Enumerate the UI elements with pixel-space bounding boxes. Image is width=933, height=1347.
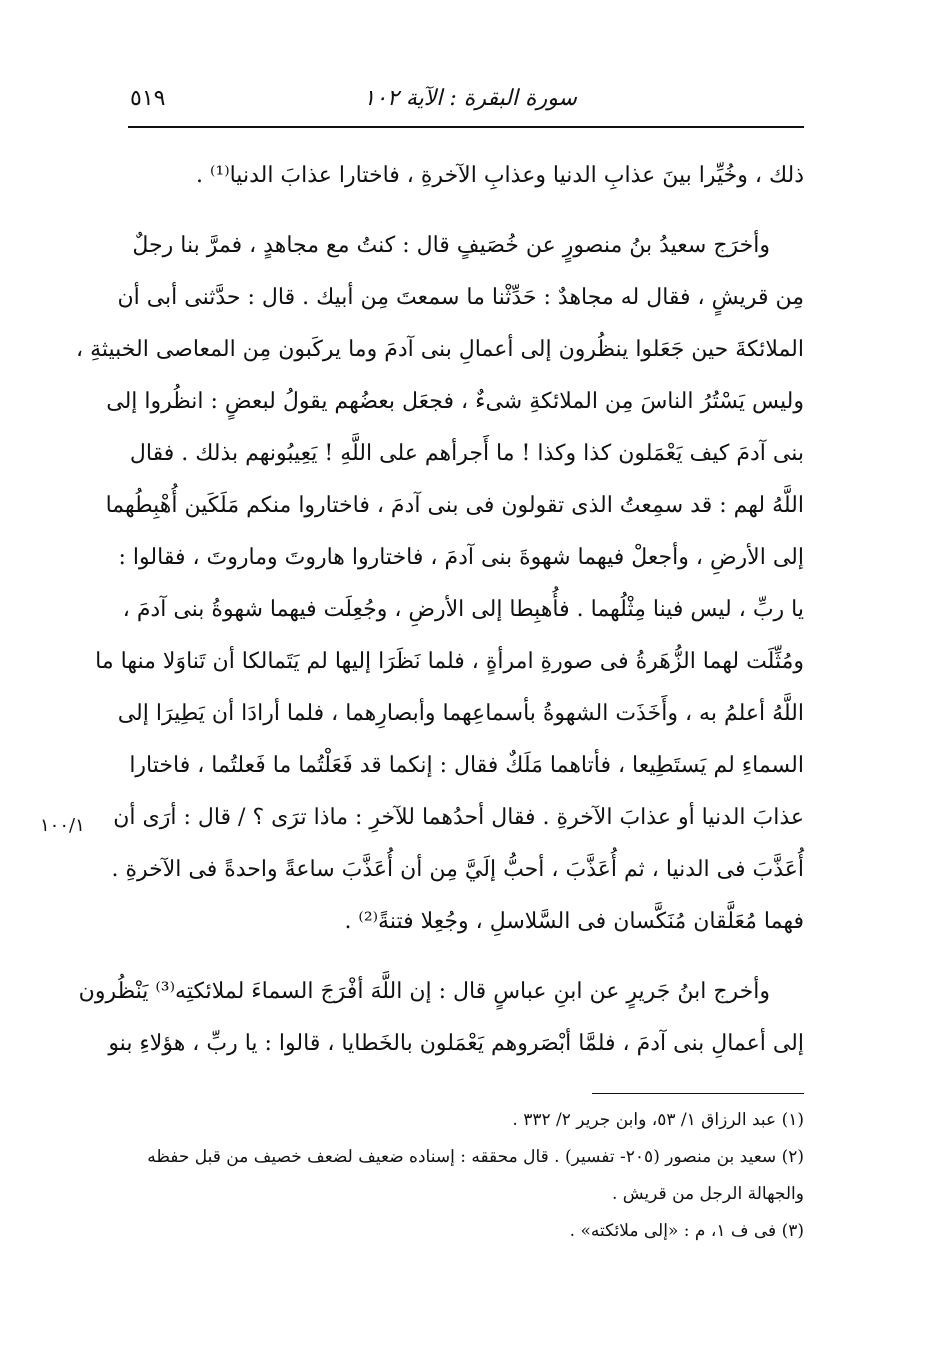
main-text bbox=[76, 150, 804, 1070]
text-line: إلى الأرضِ ، وأجعلْ فيهما شهوةَ بنى آدمَ ، فاختاروا هاروتَ وماروتَ ، فقالوا : bbox=[118, 545, 804, 570]
text-line: وأخرَج سعيدُ بنُ منصورٍ عن خُصَيفٍ قال : كنتُ مع مجاهدٍ ، فمرَّ بنا رجلٌ bbox=[132, 233, 770, 258]
paragraph-gap bbox=[126, 202, 804, 220]
margin-reference: ١٠٠/١ bbox=[40, 815, 85, 836]
footnote-continuation: والجهالة الرجل من قريش . bbox=[611, 1184, 804, 1204]
text-line: اللَّهُ لهم : قد سمِعتُ الذى تقولون فى بنى آدمَ ، فاختاروا منكم مَلَكَين أُهْبِطُهما bbox=[105, 493, 804, 518]
text-line: وليس يَسْتُرُ الناسَ مِن الملائكةِ شىءٌ ، فجعَل بعضُهم يقولُ لبعضٍ : انظُروا إلى bbox=[106, 389, 804, 414]
text-line: مِن قريشٍ ، فقال له مجاهدٌ : حَدِّثْنا ما سمعتَ مِن أبيك . قال : حدَّثنى أبى أن bbox=[117, 285, 804, 310]
text-line: إلى أعمالِ بنى آدمَ ، فلمَّا أبْصَروهم يَعْمَلون بالخَطايا ، قالوا : يا ربِّ ، هؤلاءِ بنو bbox=[108, 1031, 804, 1056]
text-line: اللَّهُ أعلمُ به ، وأَخَذَت الشهوةُ بأسماعِهما وأبصارِهما ، فلما أرادَا أن يَطِيرَا إلى bbox=[117, 701, 804, 726]
paragraph-gap bbox=[126, 948, 804, 966]
page-header bbox=[130, 80, 802, 122]
text-line: وأخرج ابنُ جَريرٍ عن ابنِ عباسٍ قال : إن اللَّهَ أفْرَجَ السماءَ لملائكتِه⁽³⁾ يَنْظُرون bbox=[78, 979, 770, 1004]
text-line: السماءِ لم يَستَطِيعا ، فأتاهما مَلَكٌ فقال : إنكما قد فَعَلْتُما ما فَعلتُما ، فاختارا bbox=[129, 753, 804, 778]
text-line: بنى آدمَ كيف يَعْمَلون كذا وكذا ! ما أَجرأهم على اللَّهِ ! يَعِيبُونهم بذلك . فقال bbox=[129, 441, 804, 466]
footnotes bbox=[126, 1102, 804, 1250]
text-line: عذابَ الدنيا أو عذابَ الآخرةِ . فقال أحدُهما للآخرِ : ماذا ترَى ؟ / قال : أرَى أن bbox=[113, 805, 804, 830]
text-line: الملائكةَ حين جَعَلوا ينظُرون إلى أعمالِ بنى آدمَ وما يركَبون مِن المعاصى الخبيثةِ ، bbox=[76, 337, 804, 362]
page-number: ٥١٩ bbox=[130, 86, 166, 111]
footnote: (٣) فى ف ١، م : «إلى ملائكته» . bbox=[569, 1221, 804, 1241]
footnote-rule bbox=[592, 1093, 804, 1094]
text-line: ومُثِّلَت لهما الزُّهَرةُ فى صورةِ امرأةٍ ، فلما نَظَرَا إليها لم يَتَمالكا أن تَناوَلا منها ما bbox=[95, 649, 804, 674]
text-line: فهما مُعَلَّقان مُنَكَّسان فى السَّلاسلِ ، وجُعِلا فتنةً⁽²⁾ . bbox=[344, 909, 804, 934]
running-title: سورة البقرة : الآية ١٠٢ bbox=[363, 86, 577, 111]
text-line: يا ربِّ ، ليس فينا مِثْلُهما . فأُهبِطا إلى الأرضِ ، وجُعِلَت فيهما شهوةُ بنى آدمَ ، bbox=[122, 597, 804, 622]
footnote: (١) عبد الرزاق ١/ ٥٣، وابن جرير ٢/ ٣٣٢ . bbox=[512, 1110, 804, 1130]
text-line: أُعَذَّبَ فى الدنيا ، ثم أُعَذَّبَ ، أحبُّ إلَيَّ مِن أن أُعَذَّبَ ساعةً واحدةً فى الآخرةِ . bbox=[111, 857, 804, 882]
footnote: (٢) سعيد بن منصور (٢٠٥- تفسير) . قال محققه : إسناده ضعيف لضعف خصيف من قبل حفظه bbox=[147, 1147, 804, 1167]
text-line: ذلك ، وخُيِّرا بينَ عذابِ الدنيا وعذابِ الآخرةِ ، فاختارا عذابَ الدنيا⁽¹⁾ . bbox=[195, 163, 804, 188]
header-rule bbox=[128, 126, 804, 128]
